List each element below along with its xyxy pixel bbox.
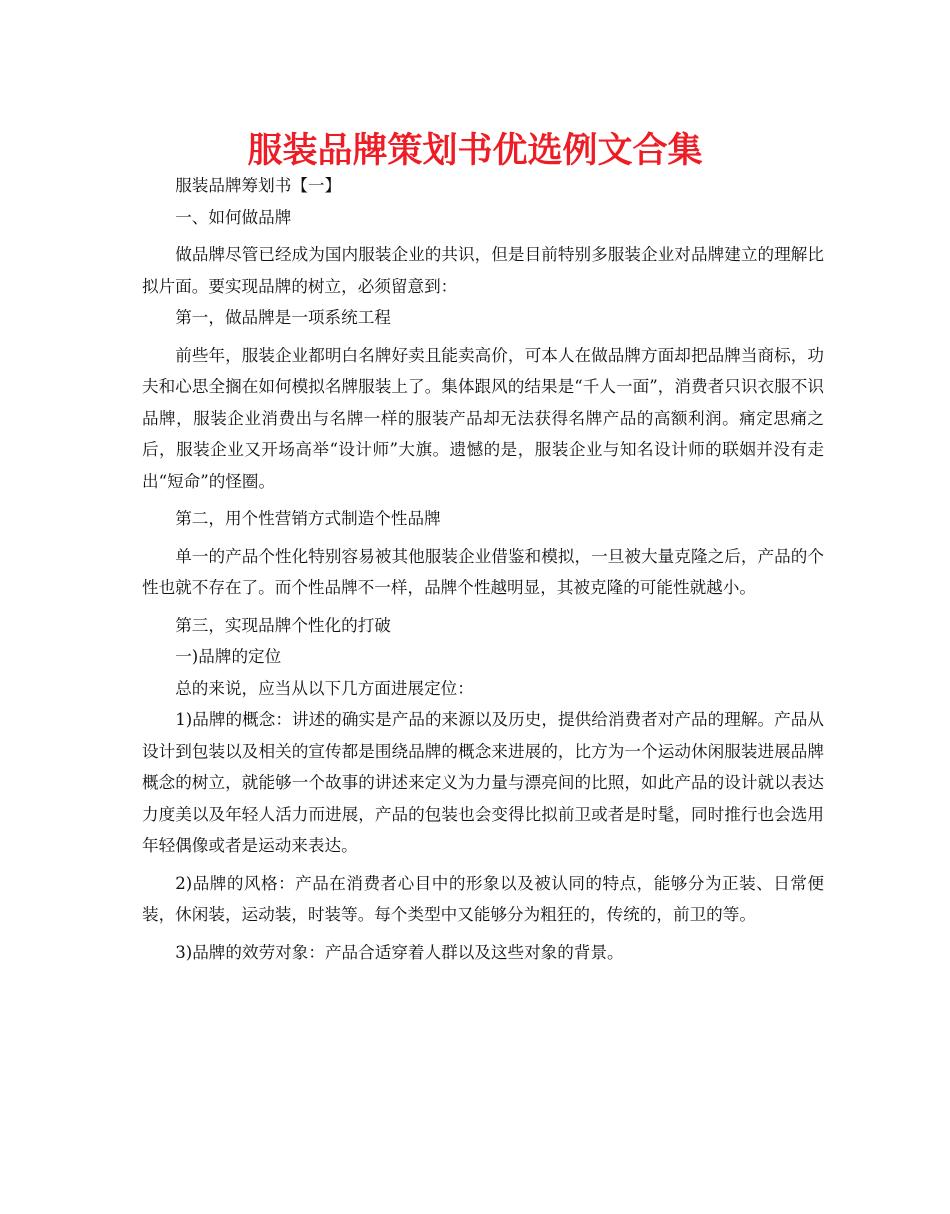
section-heading: 服装品牌筹划书【一】 bbox=[175, 176, 342, 195]
subsection-heading: 一、如何做品牌 bbox=[175, 207, 292, 227]
list-item: 3)品牌的效劳对象：产品合适穿着人群以及这些对象的背景。 bbox=[175, 942, 624, 962]
paragraph: 总的来说，应当从以下几方面进展定位： bbox=[175, 678, 474, 698]
document-body bbox=[142, 170, 824, 968]
list-item: 1)品牌的概念：讲述的确实是产品的来源以及历史，提供给消费者对产品的理解。产品从设计到包装以及相关的宣传都是围绕品牌的概念来进展的，比方为一个运动休闲服装进展品牌概念的树立，就能够一个故事的讲述来定义为力量与漂亮间的比照，如此产品的设计就以表达力度美以及年轻人活力而进展，产品的包装也会变得比拟前卫或者是时髦，同时推行也会选用年轻偶像或者是运动来表达。 bbox=[142, 710, 824, 855]
paragraph: 单一的产品个性化特别容易被其他服装企业借鉴和模拟，一旦被大量克隆之后，产品的个性也就不存在了。而个性品牌不一样，品牌个性越明显，其被克隆的可能性就越小。 bbox=[142, 546, 824, 597]
point-heading: 第二，用个性营销方式制造个性品牌 bbox=[175, 509, 441, 528]
document-title: 服装品牌策划书优选例文合集 bbox=[247, 131, 703, 171]
subpoint-heading: 一)品牌的定位 bbox=[175, 647, 282, 666]
paragraph: 做品牌尽管已经成为国内服装企业的共识，但是目前特别多服装企业对品牌建立的理解比拟片面。要实现品牌的树立，必须留意到： bbox=[142, 245, 824, 296]
paragraph: 前些年，服装企业都明白名牌好卖且能卖高价，可本人在做品牌方面却把品牌当商标，功夫和心思全搁在如何模拟名牌服装上了。集体跟风的结果是“千人一面”，消费者只识衣服不识品牌，服装企业消费出与名牌一样的服装产品却无法获得名牌产品的高额利润。痛定思痛之后，服装企业又开场高举“设计师”大旗。遗憾的是，服装企业与知名设计师的联姻并没有走出“短命”的怪圈。 bbox=[142, 345, 824, 491]
point-heading: 第一，做品牌是一项系统工程 bbox=[175, 308, 391, 327]
list-item: 2)品牌的风格：产品在消费者心目中的形象以及被认同的特点，能够分为正装、日常便装，休闲装，运动装，时装等。每个类型中又能够分为粗狂的，传统的，前卫的等。 bbox=[142, 873, 824, 924]
point-heading: 第三，实现品牌个性化的打破 bbox=[175, 615, 391, 635]
